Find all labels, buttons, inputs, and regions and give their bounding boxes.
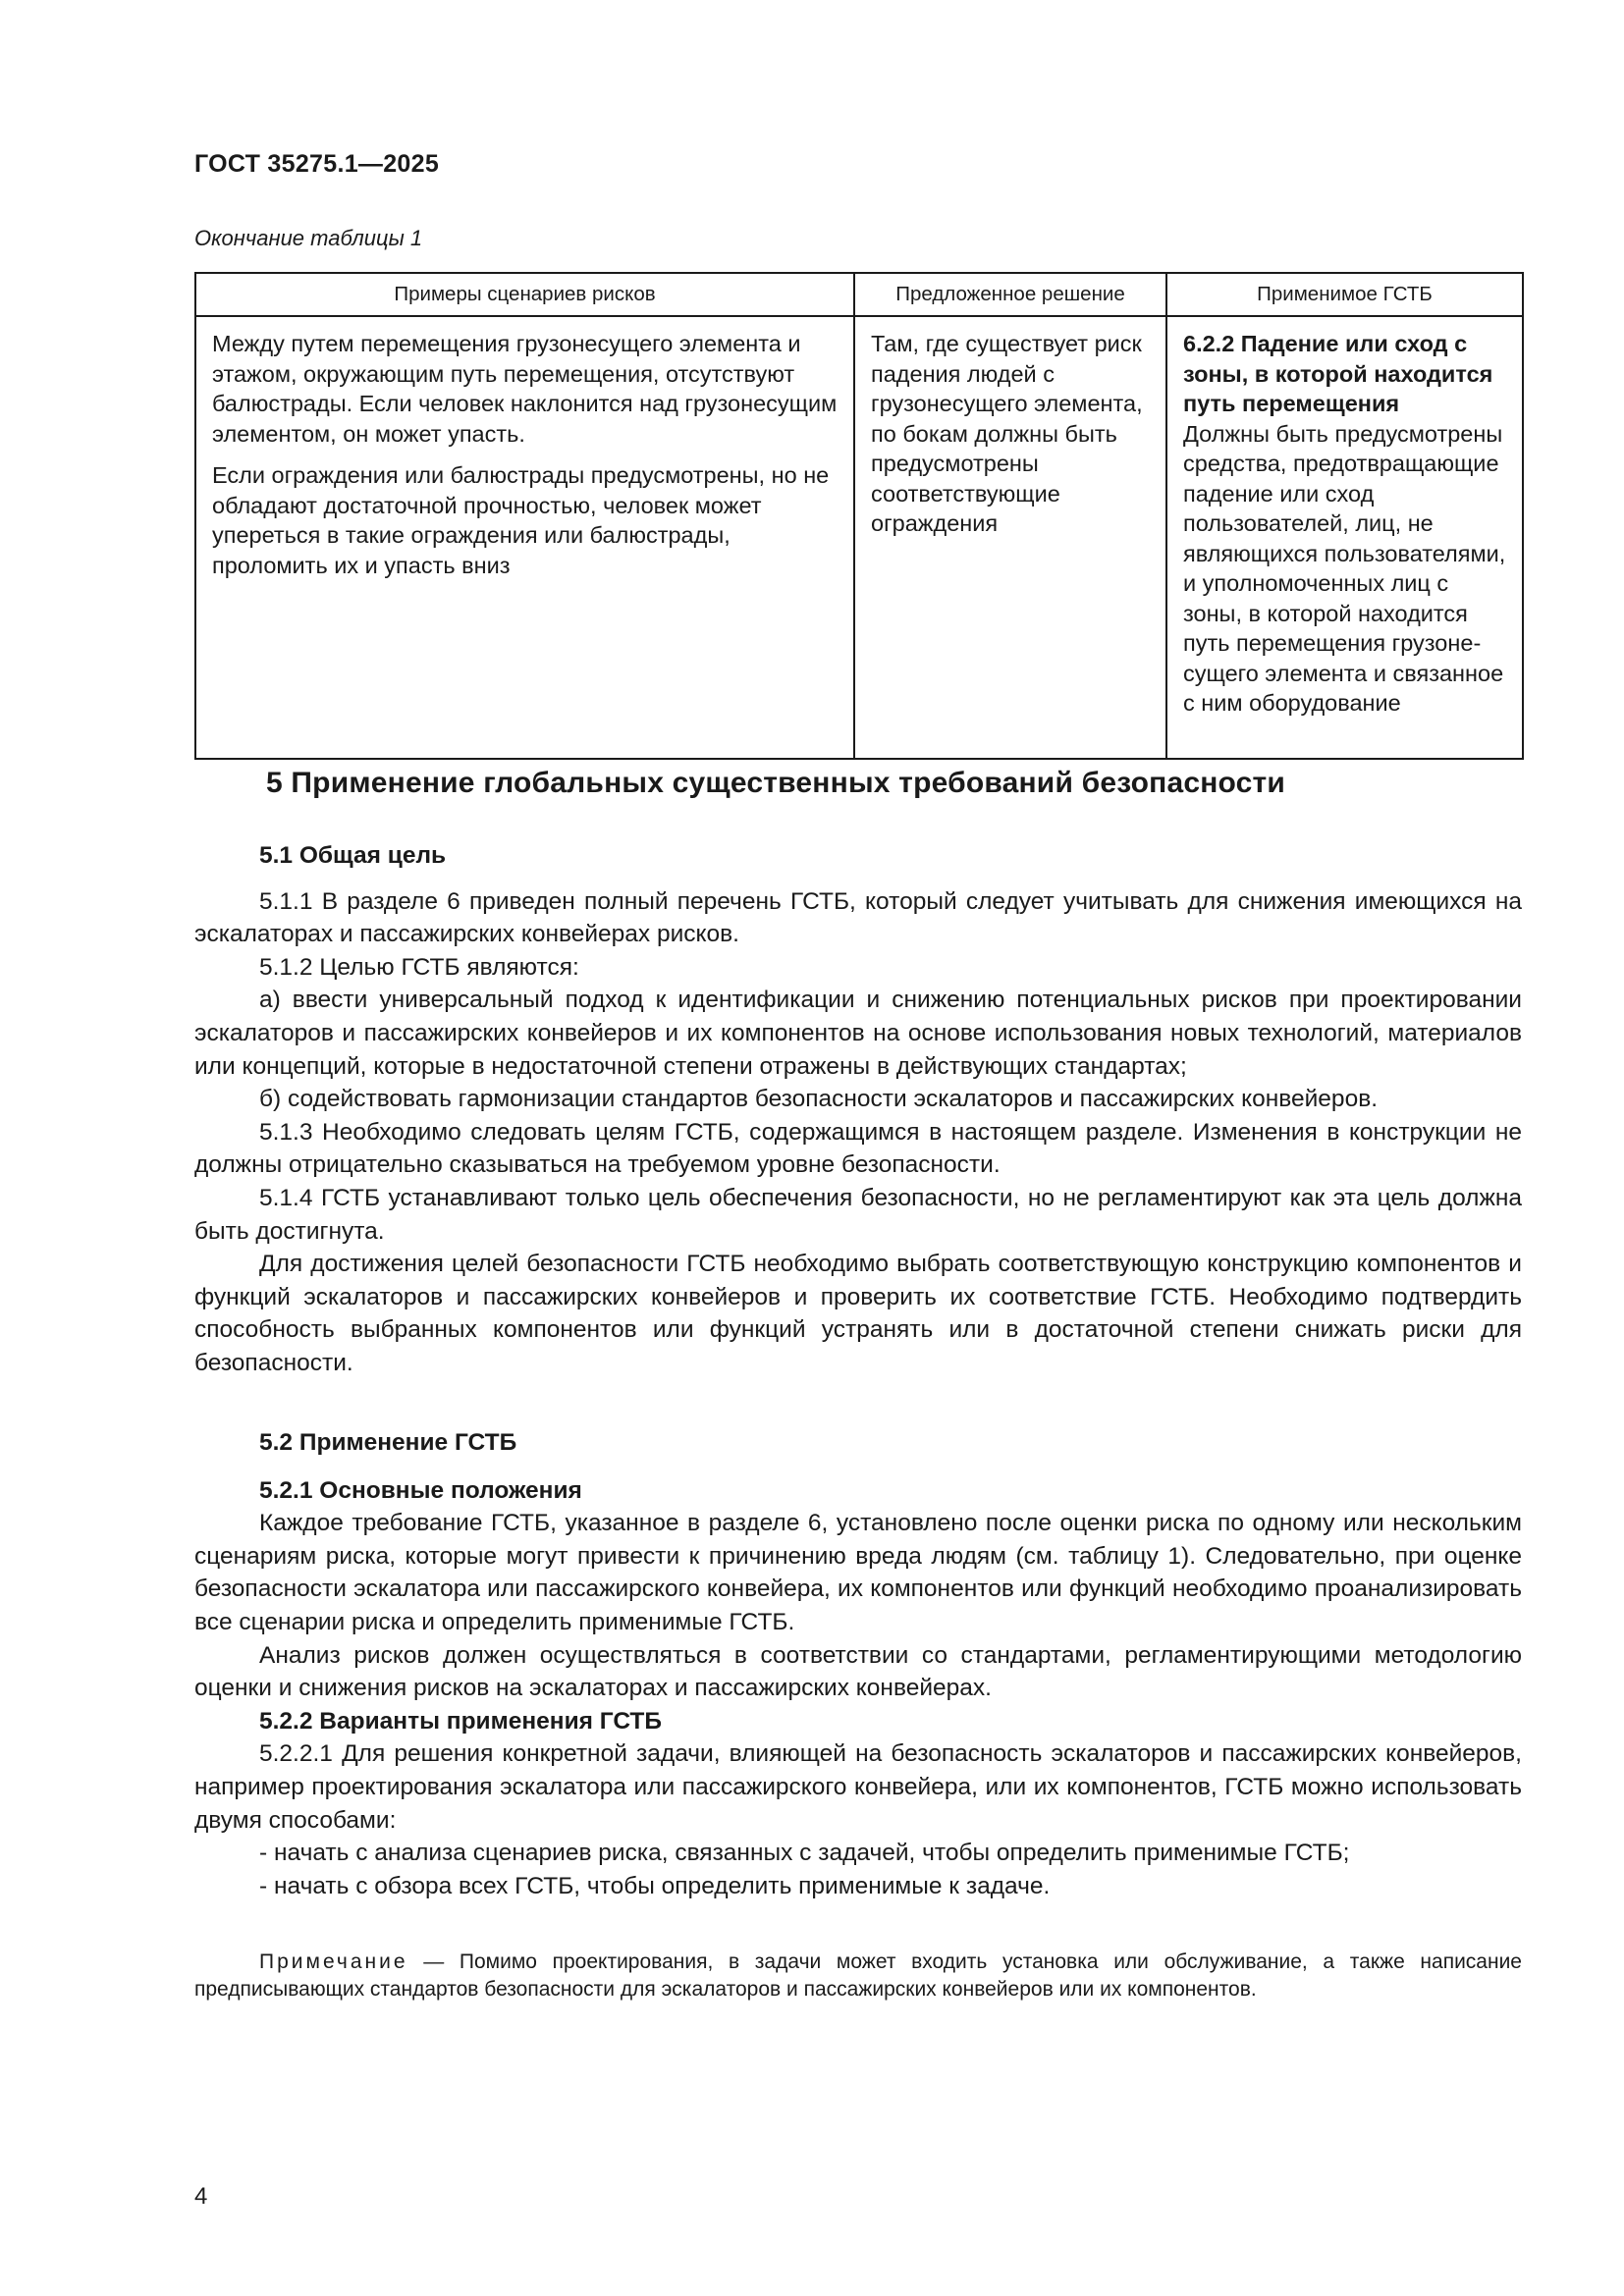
- cell-solution: [854, 316, 1166, 759]
- note-text: — Помимо проектирования, в задачи может входить установка или обслуживание, а также написание предписывающих стандартов безопасности для эскалаторов и пассажирских конвейеров или их компонентов.: [194, 1950, 1522, 2001]
- column-header-gstb: Применимое ГСТБ: [1166, 273, 1523, 316]
- cell-gstb: [1166, 316, 1523, 759]
- list-item: б) содействовать гармонизации стандартов безопасности эскалаторов и пассажирских конвейеров.: [259, 1086, 1379, 1113]
- list-item: - начать с обзора всех ГСТБ, чтобы определить применимые к задаче.: [259, 1872, 1051, 1899]
- column-header-scenarios: Примеры сценариев рисков: [195, 273, 854, 316]
- table-header-row: [195, 273, 1523, 316]
- subsection-title: 5.1 Общая цель: [259, 842, 447, 869]
- section-5-1: [194, 839, 1522, 1380]
- cell-scenario: [195, 316, 854, 759]
- subsection-title: 5.2 Применение ГСТБ: [259, 1429, 517, 1456]
- solution-text: Там, где существует риск падения людей с грузонесущего элемента, по бокам должны быть предусмотрены соответствующие ограждения: [871, 331, 1143, 536]
- table-caption: Окончание таблицы 1: [194, 226, 423, 250]
- list-item: а) ввести универсальный подход к идентификации и снижению потенциальных рисков при проектировании эскалаторов и пассажирских конвейеров и их компонентов на основе использования новых технологий, материалов или концепций, которые в недостаточной степени отражены в действующих стандартах;: [194, 987, 1522, 1080]
- note-label: Примечание: [259, 1950, 408, 1973]
- list-item: - начать с анализа сценариев риска, связанных с задачей, чтобы определить применимые ГСТБ;: [259, 1840, 1350, 1867]
- column-header-solution: Предложенное решение: [854, 273, 1166, 316]
- section-title: 5 Применение глобальных существенных требований безопасности: [266, 767, 1286, 799]
- gstb-text: Должны быть предусмотрены средства, предотвращающие падение или сход пользователей, лиц, не являющихся пользователями, и уполномоченных лиц с зоны, в которой находится путь перемещения грузонесущего элемента и связанное с ним оборудование: [1183, 420, 1506, 716]
- paragraph: Каждое требование ГСТБ, указанное в разделе 6, установлено после оценки риска по одному или нескольким сценариям риска, которые могут привести к причинению вреда людям (см. таблицу 1). Следовательно, при оценке безопасности эскалатора или пассажирского конвейера, их компонентов или функций необходимо проанализировать все сценарии риска и определить применимые ГСТБ.: [194, 1510, 1522, 1635]
- scenario-paragraph: Между путем перемещения грузонесущего элемента и этажом, окружающим путь перемещения, отсутствуют балюстрады. Если человек наклонится над грузонесущим элементом, он может упасть.: [212, 331, 838, 447]
- subsubsection-title: 5.2.2 Варианты применения ГСТБ: [259, 1707, 662, 1735]
- section-5-2: [194, 1426, 1522, 1902]
- paragraph: 5.1.1 В разделе 6 приведен полный перечень ГСТБ, который следует учитывать для снижения имеющихся на эскалаторах и пассажирских конвейерах рисков.: [194, 887, 1522, 948]
- table-row: [195, 316, 1523, 759]
- paragraph: 5.1.2 Целью ГСТБ являются:: [259, 953, 579, 981]
- subsubsection-title: 5.2.1 Основные положения: [259, 1476, 582, 1504]
- paragraph: 5.2.2.1 Для решения конкретной задачи, влияющей на безопасность эскалаторов и пассажирских конвейеров, например проектирования эскалатора или пассажирского конвейера, или их компонентов, ГСТБ можно использовать двумя способами:: [194, 1740, 1522, 1834]
- paragraph: 5.1.3 Необходимо следовать целям ГСТБ, содержащимся в настоящем разделе. Изменения в конструкции не должны отрицательно сказываться на требуемом уровне безопасности.: [194, 1118, 1522, 1179]
- document-header: ГОСТ 35275.1—2025: [194, 150, 440, 178]
- gstb-title: 6.2.2 Падение или сход с зоны, в которой находится путь перемещения: [1183, 331, 1493, 416]
- risk-table: [194, 272, 1524, 760]
- paragraph: Анализ рисков должен осуществляться в соответствии со стандартами, регламентирующими методологию оценки и снижения рисков на эскалаторах и пассажирских конвейерах.: [194, 1641, 1522, 1702]
- note: [194, 1949, 1522, 2003]
- scenario-paragraph: Если ограждения или балюстрады предусмотрены, но не обладают достаточной прочностью, человек может упереться в такие ограждения или балюстрады, проломить их и упасть вниз: [212, 462, 830, 578]
- paragraph: Для достижения целей безопасности ГСТБ необходимо выбрать соответствующую конструкцию компонентов и функций эскалаторов и пассажирских конвейеров и проверить их соответствие ГСТБ. Необходимо подтвердить способность выбранных компонентов или функций устранять или в достаточной степени снижать риски для безопасности.: [194, 1251, 1522, 1376]
- paragraph: 5.1.4 ГСТБ устанавливают только цель обеспечения безопасности, но не регламентируют как эта цель должна быть достигнута.: [194, 1184, 1522, 1245]
- page-number: 4: [194, 2183, 208, 2210]
